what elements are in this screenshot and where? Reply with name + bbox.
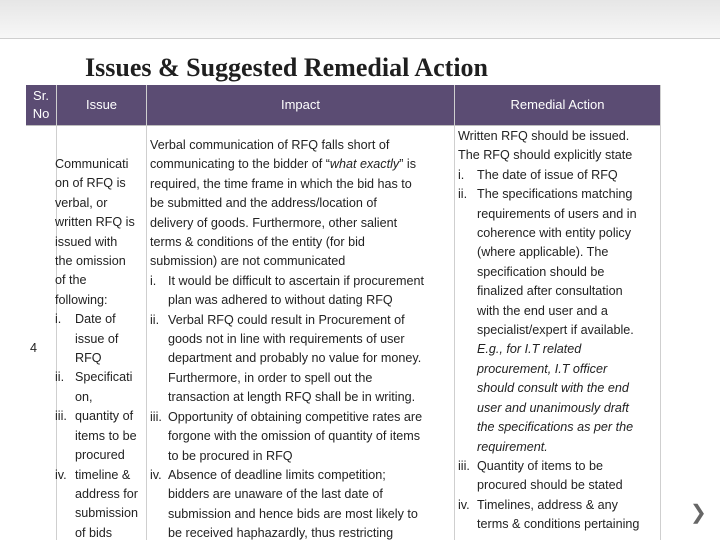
list-item xyxy=(150,311,424,408)
text-line: the specifications as per the xyxy=(477,420,634,435)
text-line: department and probably no value for money. xyxy=(168,351,422,366)
text-line: It would be difficult to ascertain if procurement xyxy=(168,273,424,288)
column-divider xyxy=(454,85,455,540)
list-item xyxy=(150,272,424,311)
list-number: ii. xyxy=(55,370,65,385)
text-line: Absence of deadline limits competition; xyxy=(168,467,386,482)
impact-list xyxy=(150,272,424,544)
text-line: the omission xyxy=(55,254,126,269)
text-line: of bids xyxy=(75,525,113,540)
text-line: written RFQ is xyxy=(55,215,135,230)
text-line: Quantity of items to be xyxy=(477,458,603,473)
text-line: delivery of goods. Furthermore, other salient xyxy=(150,215,398,230)
text-line: terms & conditions pertaining xyxy=(477,517,640,532)
next-slide-chevron-icon[interactable]: ❯ xyxy=(690,502,707,524)
text-line: specification should be xyxy=(477,264,605,279)
text-line: required, the time frame in which the bid has to xyxy=(150,176,412,191)
text-line: Communicati xyxy=(55,157,129,171)
slide-top-band xyxy=(0,0,720,38)
header-impact-label: Impact xyxy=(280,97,320,112)
text-line: requirement. xyxy=(477,439,548,454)
slide-title: Issues & Suggested Remedial Action xyxy=(85,53,489,82)
text-line: Timelines, address & any xyxy=(477,497,618,512)
list-number: iv. xyxy=(458,497,470,512)
header-sr-no xyxy=(26,85,56,125)
text-line: requirements of users and in xyxy=(477,206,637,221)
text-line: Opportunity of obtaining competitive rates are xyxy=(168,409,423,424)
text-line: submission and hence bids are most likely to xyxy=(168,506,418,521)
text-line: user and unanimously draft xyxy=(477,400,629,415)
text-line: should consult with the end xyxy=(477,381,629,396)
text-line: timeline & xyxy=(75,467,131,482)
text-line: forgone with the omission of quantity of items xyxy=(168,429,421,444)
header-remedial-action xyxy=(455,85,660,125)
text-line: quantity of xyxy=(75,409,134,424)
remedial-intro xyxy=(458,127,639,166)
list-number: ii. xyxy=(150,312,160,327)
text-line: The RFQ should explicitly state xyxy=(458,148,633,163)
list-number: i. xyxy=(150,273,157,288)
text-line: RFQ xyxy=(75,351,102,366)
remedial-cell xyxy=(458,127,639,535)
text-line: Verbal communication of RFQ falls short of xyxy=(150,138,390,152)
text-line: finalized after consultation xyxy=(477,284,623,299)
list-number: iii. xyxy=(150,409,162,424)
list-number: iv. xyxy=(55,467,67,482)
text-line xyxy=(150,155,424,174)
text-line: (where applicable). The xyxy=(477,245,609,260)
text-line: The date of issue of RFQ xyxy=(477,167,618,182)
list-item xyxy=(150,466,424,544)
text-line: procurement, I.T officer xyxy=(477,361,608,376)
header-impact xyxy=(147,85,454,125)
list-item xyxy=(458,457,639,496)
list-item xyxy=(55,310,138,368)
header-issue-label: Issue xyxy=(85,97,118,112)
row-top-border xyxy=(26,125,660,126)
list-number: i. xyxy=(55,312,62,327)
list-number: iv. xyxy=(150,467,162,482)
impact-cell xyxy=(150,136,424,544)
text-line: procured should be stated xyxy=(477,478,623,493)
text-line: submission xyxy=(75,506,138,521)
sr-no-cell: 4 xyxy=(30,341,38,355)
list-item xyxy=(150,408,424,466)
remedial-list xyxy=(458,166,639,535)
text-line: bidders are unaware of the last date of xyxy=(168,487,383,502)
list-item xyxy=(55,466,138,544)
text-line: following: xyxy=(55,292,108,307)
text-line: to be procured in RFQ xyxy=(168,448,293,463)
slide-top-rule xyxy=(0,38,720,39)
text-fragment: communicating to the bidder of “ xyxy=(150,157,330,172)
text-line: goods not in line with requirements of user xyxy=(168,332,405,347)
header-remedial-label: Remedial Action xyxy=(510,97,605,112)
issue-cell xyxy=(55,155,138,543)
text-line: Specificati xyxy=(75,370,133,385)
text-line: on of RFQ is xyxy=(55,176,126,191)
list-item xyxy=(458,496,639,535)
impact-intro xyxy=(150,136,424,272)
text-line: issue of xyxy=(75,331,119,346)
issue-list xyxy=(55,310,138,543)
text-line: The specifications matching xyxy=(477,187,633,202)
text-line: verbal, or xyxy=(55,195,108,210)
list-number: i. xyxy=(458,167,465,182)
list-item xyxy=(55,368,138,407)
issue-intro xyxy=(55,155,138,310)
header-sr-no-label: Sr. No xyxy=(32,88,50,121)
text-line: plan was adhered to without dating RFQ xyxy=(168,293,393,308)
text-line: be submitted and the address/location of xyxy=(150,196,377,211)
text-line: E.g., for I.T related xyxy=(477,342,582,357)
list-item xyxy=(458,185,639,457)
header-issue xyxy=(57,85,146,125)
text-line: on, xyxy=(75,389,93,404)
text-line: of the xyxy=(55,273,87,288)
list-item xyxy=(458,166,639,185)
text-line: with the end user and a xyxy=(477,303,608,318)
text-line: procured xyxy=(75,448,125,463)
list-number: ii. xyxy=(458,187,468,202)
list-item xyxy=(55,407,138,465)
text-line: specialist/expert if available. xyxy=(477,323,634,338)
list-number: iii. xyxy=(458,458,470,473)
text-line: Date of xyxy=(75,312,116,327)
text-line: Furthermore, in order to spell out the xyxy=(168,370,373,385)
text-line: coherence with entity policy xyxy=(477,226,632,241)
column-divider xyxy=(660,85,661,540)
column-divider xyxy=(146,85,147,540)
text-line: issued with xyxy=(55,234,118,249)
list-number: iii. xyxy=(55,409,67,424)
text-line: terms & conditions of the entity (for bid xyxy=(150,235,365,250)
text-fragment: ” is xyxy=(399,157,416,172)
text-line: submission) are not communicated xyxy=(150,254,346,269)
text-line: transaction at length RFQ shall be in writing. xyxy=(168,390,416,405)
text-line: be received haphazardly, thus restricting xyxy=(168,526,394,541)
text-line: Written RFQ should be issued. xyxy=(458,129,630,143)
emphasis-text: what exactly xyxy=(329,157,400,172)
text-line: Verbal RFQ could result in Procurement of xyxy=(168,312,405,327)
text-line: items to be xyxy=(75,428,137,443)
text-line: address for xyxy=(75,486,138,501)
